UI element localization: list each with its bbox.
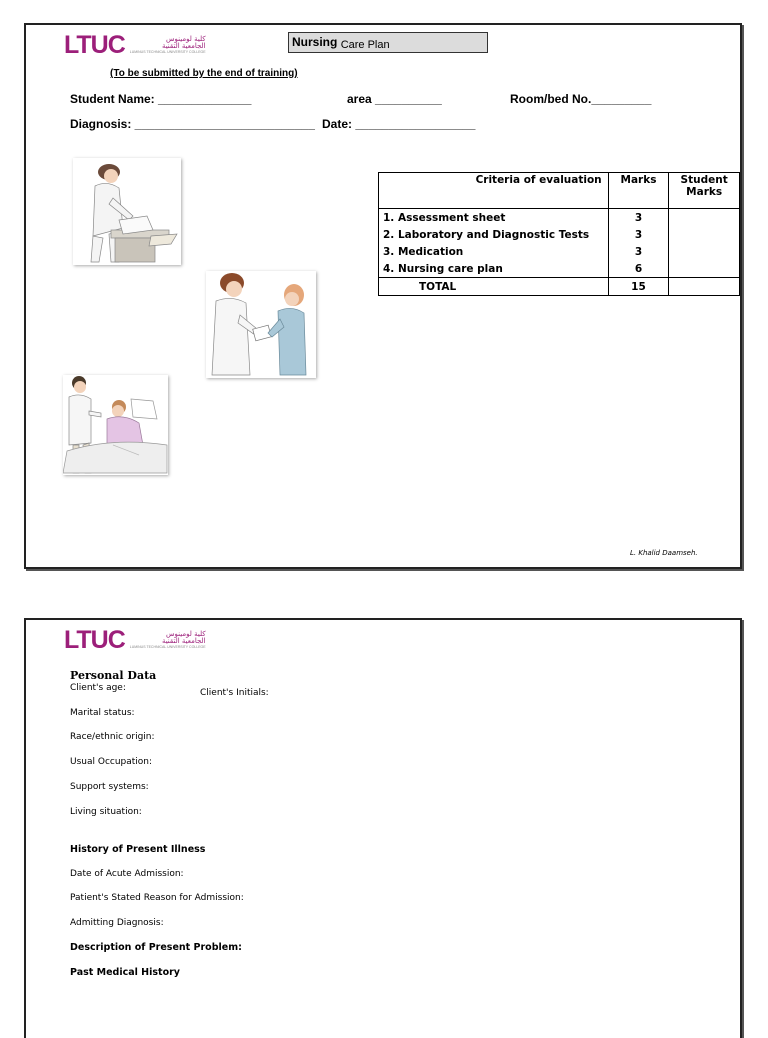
bedside-care-icon xyxy=(63,375,168,475)
past-history-heading: Past Medical History xyxy=(70,967,180,978)
title-word-2: Care Plan xyxy=(340,39,390,51)
history-heading: History of Present Illness xyxy=(70,844,206,855)
table-row xyxy=(379,209,740,227)
nurse-writing-illustration xyxy=(73,158,181,265)
total-label: TOTAL xyxy=(379,278,609,296)
document-page-1 xyxy=(24,23,742,569)
header-marks: Marks xyxy=(608,173,669,209)
admitting-diagnosis-label: Admitting Diagnosis: xyxy=(70,918,164,928)
logo-english-line: LUMINUS TECHNICAL UNIVERSITY COLLEGE xyxy=(129,50,206,55)
occupation-label: Usual Occupation: xyxy=(70,757,153,767)
title-box xyxy=(288,32,488,53)
diagnosis-field: Diagnosis: ___________________________ xyxy=(70,117,315,131)
clients-initials-label: Client's Initials: xyxy=(200,688,269,698)
table-total-row xyxy=(379,278,740,296)
date-field: Date: __________________ xyxy=(322,117,476,131)
document-page-2 xyxy=(24,618,742,1038)
student-marks-cell xyxy=(669,260,740,278)
table-row xyxy=(379,260,740,278)
nurse-writing-icon xyxy=(73,158,181,265)
nurse-patient-illustration xyxy=(206,271,316,378)
living-situation-label: Living situation: xyxy=(70,807,142,817)
table-header-row xyxy=(379,173,740,209)
marks-cell: 3 xyxy=(608,243,669,260)
submission-note: (To be submitted by the end of training) xyxy=(110,68,298,79)
logo-arabic-line2: الجامعية التقنية xyxy=(161,637,206,646)
evaluation-criteria-table xyxy=(378,172,740,296)
table-row xyxy=(379,243,740,260)
bedside-care-illustration xyxy=(63,375,168,475)
criterion-cell: 1. Assessment sheet xyxy=(379,209,609,227)
student-marks-cell xyxy=(669,226,740,243)
header-student-marks: Student Marks xyxy=(669,173,740,209)
criterion-cell: 4. Nursing care plan xyxy=(379,260,609,278)
marks-cell: 3 xyxy=(608,226,669,243)
logo-mark: LTUC xyxy=(64,31,125,59)
total-student-marks xyxy=(669,278,740,296)
header-criteria: Criteria of evaluation xyxy=(379,173,609,209)
criterion-cell: 2. Laboratory and Diagnostic Tests xyxy=(379,226,609,243)
acute-admission-label: Date of Acute Admission: xyxy=(70,869,184,879)
total-marks: 15 xyxy=(608,278,669,296)
table-row xyxy=(379,226,740,243)
logo-mark: LTUC xyxy=(64,626,125,654)
support-systems-label: Support systems: xyxy=(70,782,149,792)
present-problem-heading: Description of Present Problem: xyxy=(70,942,242,953)
marks-cell: 6 xyxy=(608,260,669,278)
personal-data-heading: Personal Data xyxy=(70,669,157,682)
logo-arabic-line1: كلية لومينوس xyxy=(165,35,206,44)
race-label: Race/ethnic origin: xyxy=(70,732,155,742)
logo-arabic-line1: كلية لومينوس xyxy=(165,630,206,639)
logo-subtitle xyxy=(130,36,206,55)
ltuc-logo xyxy=(64,628,206,653)
area-field: area __________ xyxy=(347,92,442,106)
marital-status-label: Marital status: xyxy=(70,708,135,718)
clients-age-label: Client's age: xyxy=(70,683,126,693)
student-marks-cell xyxy=(669,243,740,260)
nurse-with-patient-icon xyxy=(206,271,316,378)
room-bed-field: Room/bed No._________ xyxy=(510,92,652,106)
logo-english-line: LUMINUS TECHNICAL UNIVERSITY COLLEGE xyxy=(129,645,206,650)
signature: L. Khalid Daamseh. xyxy=(630,549,698,557)
logo-subtitle xyxy=(130,631,206,650)
criterion-cell: 3. Medication xyxy=(379,243,609,260)
title-word-1: Nursing xyxy=(292,35,338,49)
logo-arabic-line2: الجامعية التقنية xyxy=(161,42,206,51)
student-name-field: Student Name: ______________ xyxy=(70,92,252,106)
ltuc-logo xyxy=(64,33,206,58)
stated-reason-label: Patient's Stated Reason for Admission: xyxy=(70,893,244,903)
marks-cell: 3 xyxy=(608,209,669,227)
student-marks-cell xyxy=(669,209,740,227)
